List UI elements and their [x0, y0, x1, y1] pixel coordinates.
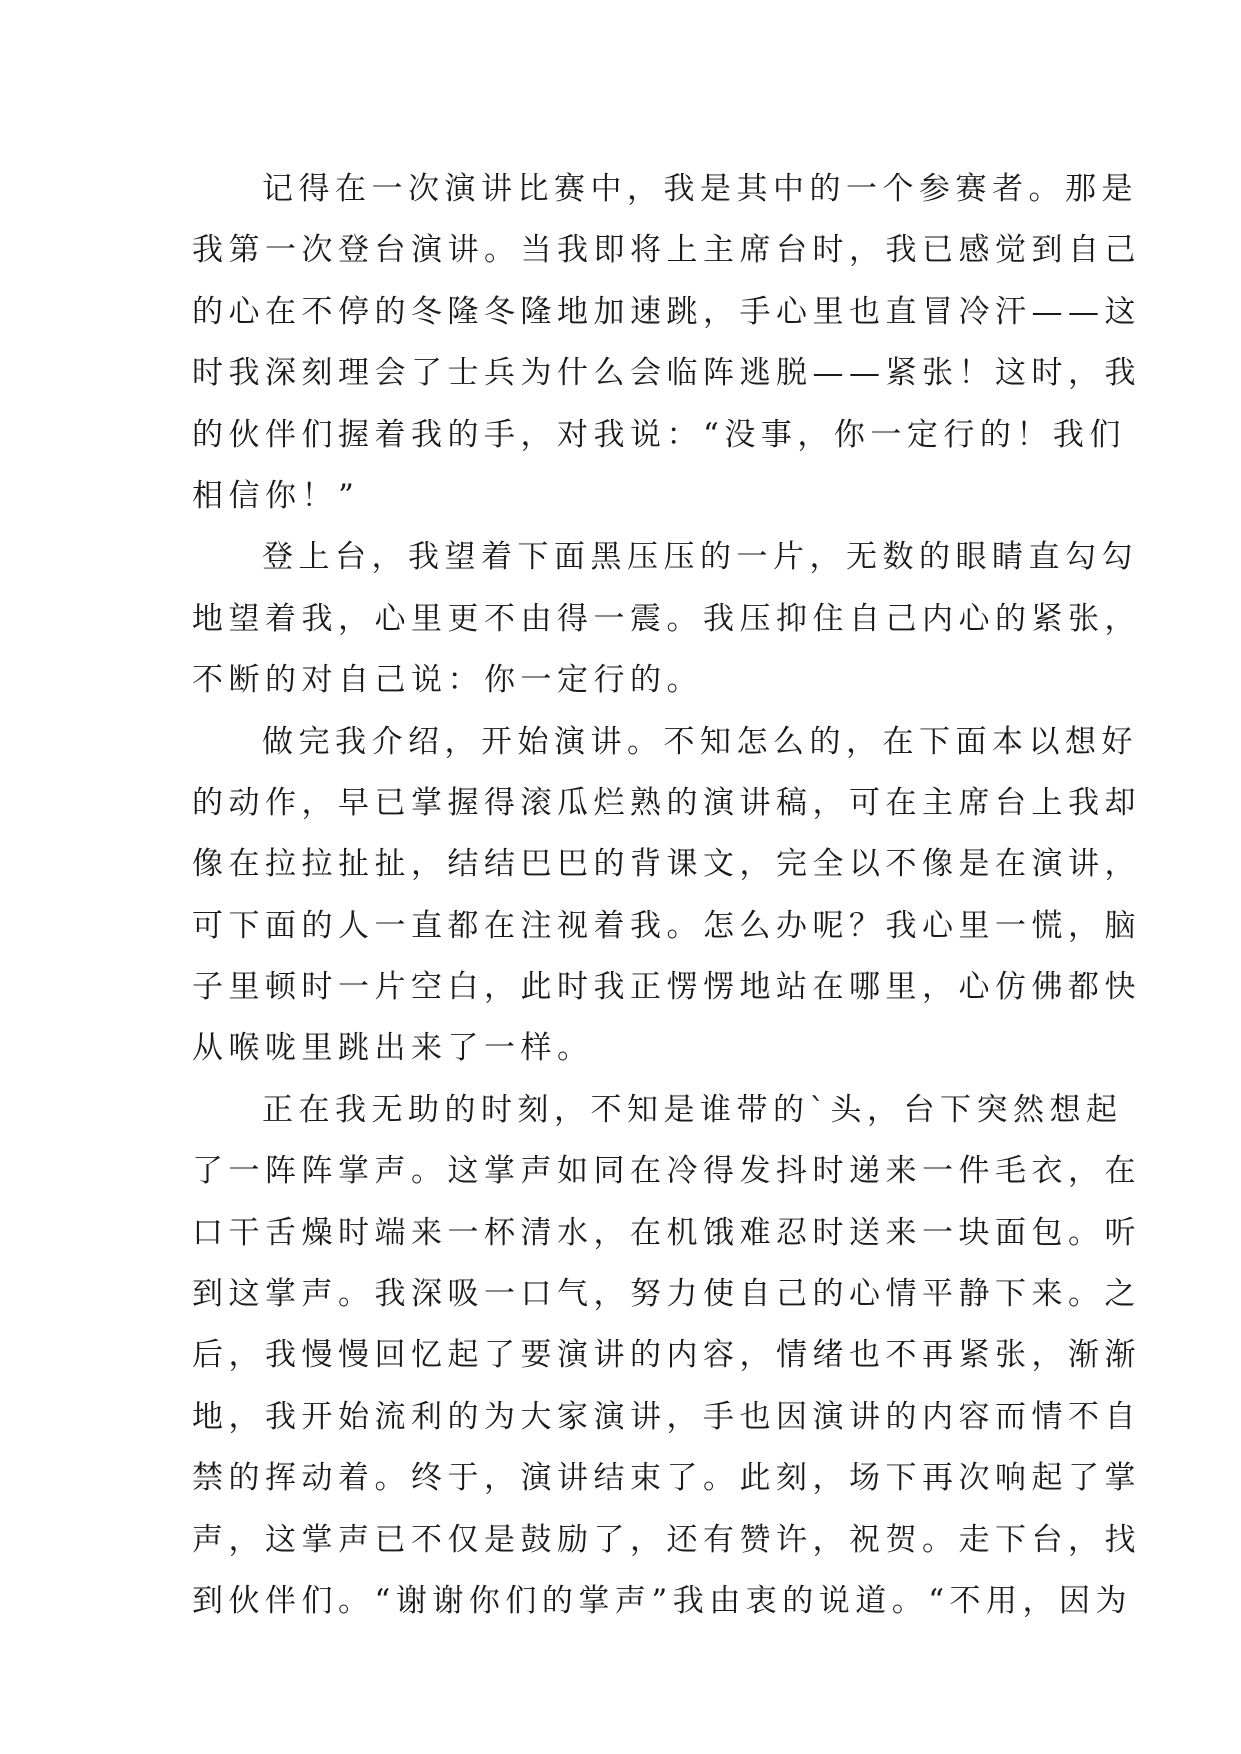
text-line: 到这掌声。我深吸一口气，努力使自己的心情平静下来。之 — [192, 1276, 1141, 1313]
text-line: 到伙伴们。“谢谢你们的掌声”我由衷的说道。“不用，因为 — [192, 1582, 1133, 1619]
text-line: 声，这掌声已不仅是鼓励了，还有赞许，祝贺。走下台，找 — [192, 1521, 1141, 1558]
text-line: 禁的挥动着。终于，演讲结束了。此刻，场下再次响起了掌 — [192, 1460, 1141, 1497]
text-line: 像在拉拉扯扯，结结巴巴的背课文，完全以不像是在演讲， — [192, 846, 1141, 883]
paragraph-3 — [192, 712, 1141, 1080]
text-line: 正在我无助的时刻，不知是谁带的`头，台下突然想起 — [262, 1091, 1123, 1128]
paragraph-4 — [192, 1080, 1141, 1633]
text-line: 不断的对自己说：你一定行的。 — [192, 662, 703, 699]
text-line: 从喉咙里跳出来了一样。 — [192, 1030, 594, 1067]
text-line: 地，我开始流利的为大家演讲，手也因演讲的内容而情不自 — [192, 1398, 1141, 1435]
paragraph-1 — [192, 159, 1141, 527]
text-line: 了一阵阵掌声。这掌声如同在冷得发抖时递来一件毛衣，在 — [192, 1153, 1141, 1190]
paragraph-2 — [192, 527, 1141, 711]
text-line: 记得在一次演讲比赛中，我是其中的一个参赛者。那是 — [262, 171, 1138, 207]
text-line: 子里顿时一片空白，此时我正愣愣地站在哪里，心仿佛都快 — [192, 969, 1141, 1006]
text-line: 登上台，我望着下面黑压压的一片，无数的眼睛直勾勾 — [262, 539, 1138, 576]
text-line: 我第一次登台演讲。当我即将上主席台时，我已感觉到自己 — [192, 232, 1141, 269]
text-line: 口干舌燥时端来一杯清水，在机饿难忍时送来一块面包。听 — [192, 1214, 1141, 1251]
text-line: 的伙伴们握着我的手，对我说：“没事，你一定行的！我们 — [192, 416, 1126, 453]
text-line: 可下面的人一直都在注视着我。怎么办呢？我心里一慌，脑 — [192, 907, 1141, 944]
text-line: 的心在不停的冬隆冬隆地加速跳，手心里也直冒冷汗——这 — [192, 293, 1141, 330]
text-line: 的动作，早已掌握得滚瓜烂熟的演讲稿，可在主席台上我却 — [192, 784, 1141, 821]
text-line: 地望着我，心里更不由得一震。我压抑住自己内心的紧张， — [192, 600, 1141, 637]
text-line: 时我深刻理会了士兵为什么会临阵逃脱——紧张！这时，我 — [192, 355, 1141, 392]
essay-body — [192, 159, 1141, 1632]
text-line: 做完我介绍，开始演讲。不知怎么的，在下面本以想好 — [262, 723, 1138, 760]
text-line: 相信你！” — [192, 477, 360, 514]
text-line: 后，我慢慢回忆起了要演讲的内容，情绪也不再紧张，渐渐 — [192, 1337, 1141, 1374]
